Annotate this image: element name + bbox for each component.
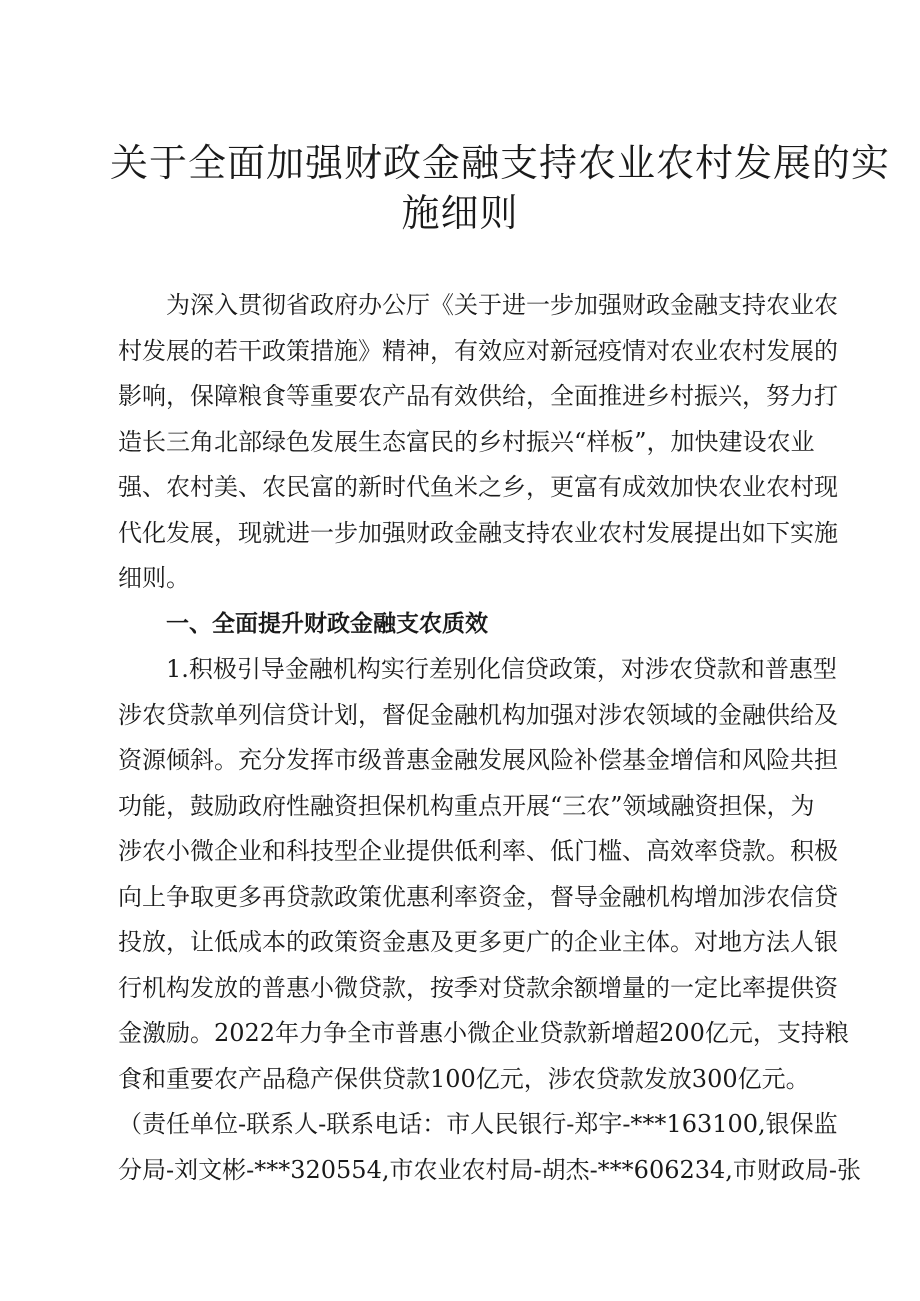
paragraph-line: 为深入贯彻省政府办公厅《关于进一步加强财政金融支持农业农 xyxy=(166,291,838,319)
paragraph-line: 分局-刘文彬-***320554,市农业农村局-胡杰-***606234,市财政局-张 xyxy=(118,1155,862,1184)
paragraph-line: 影响，保障粮食等重要农产品有效供给，全面推进乡村振兴，努力打 xyxy=(118,382,838,410)
paragraph-line: 金激励。2022年力争全市普惠小微企业贷款新增超200亿元，支持粮 xyxy=(118,1019,849,1047)
paragraph-line: 向上争取更多再贷款政策优惠利率资金，督导金融机构增加涉农信贷 xyxy=(118,882,838,911)
paragraph-line: 投放，让低成本的政策资金惠及更多更广的企业主体。对地方法人银 xyxy=(118,928,838,956)
intro-paragraph xyxy=(118,283,838,602)
paragraph-line: 代化发展，现就进一步加强财政金融支持农业农村发展提出如下实施 xyxy=(118,518,838,547)
paragraph-line: 食和重要农产品稳产保供贷款100亿元，涉农贷款发放300亿元。 xyxy=(118,1064,810,1093)
paragraph-line: 强、农村美、农民富的新时代鱼米之乡，更富有成效加快农业农村现 xyxy=(118,473,838,501)
section-heading: 一、全面提升财政金融支农质效 xyxy=(166,610,488,637)
paragraph-line: 涉农小微企业和科技型企业提供低利率、低门槛、高效率贷款。积极 xyxy=(118,837,838,865)
paragraph-line: 1.积极引导金融机构实行差别化信贷政策，对涉农贷款和普惠型 xyxy=(166,655,837,683)
paragraph-line: 细则。 xyxy=(118,564,190,592)
document-body xyxy=(118,283,862,1193)
paragraph-line: 村发展的若干政策措施》精神，有效应对新冠疫情对农业农村发展的 xyxy=(118,336,838,365)
paragraph-line: 行机构发放的普惠小微贷款，按季对贷款余额增量的一定比率提供资 xyxy=(118,973,838,1002)
item-1-paragraph xyxy=(118,647,862,1193)
paragraph-line: 功能，鼓励政府性融资担保机构重点开展“三农”领域融资担保，为 xyxy=(118,791,815,820)
document-title xyxy=(110,138,891,238)
title-line: 施细则 xyxy=(401,191,519,235)
title-line: 关于全面加强财政金融支持农业农村发展的实 xyxy=(110,141,891,185)
paragraph-line: （责任单位-联系人-联系电话：市人民银行-郑宇-***163100,银保监 xyxy=(118,1110,838,1138)
paragraph-line: 造长三角北部绿色发展生态富民的乡村振兴“样板”，加快建设农业 xyxy=(118,427,815,456)
paragraph-line: 涉农贷款单列信贷计划，督促金融机构加强对涉农领域的金融供给及 xyxy=(118,700,838,729)
paragraph-line: 资源倾斜。充分发挥市级普惠金融发展风险补偿基金增信和风险共担 xyxy=(118,746,838,774)
